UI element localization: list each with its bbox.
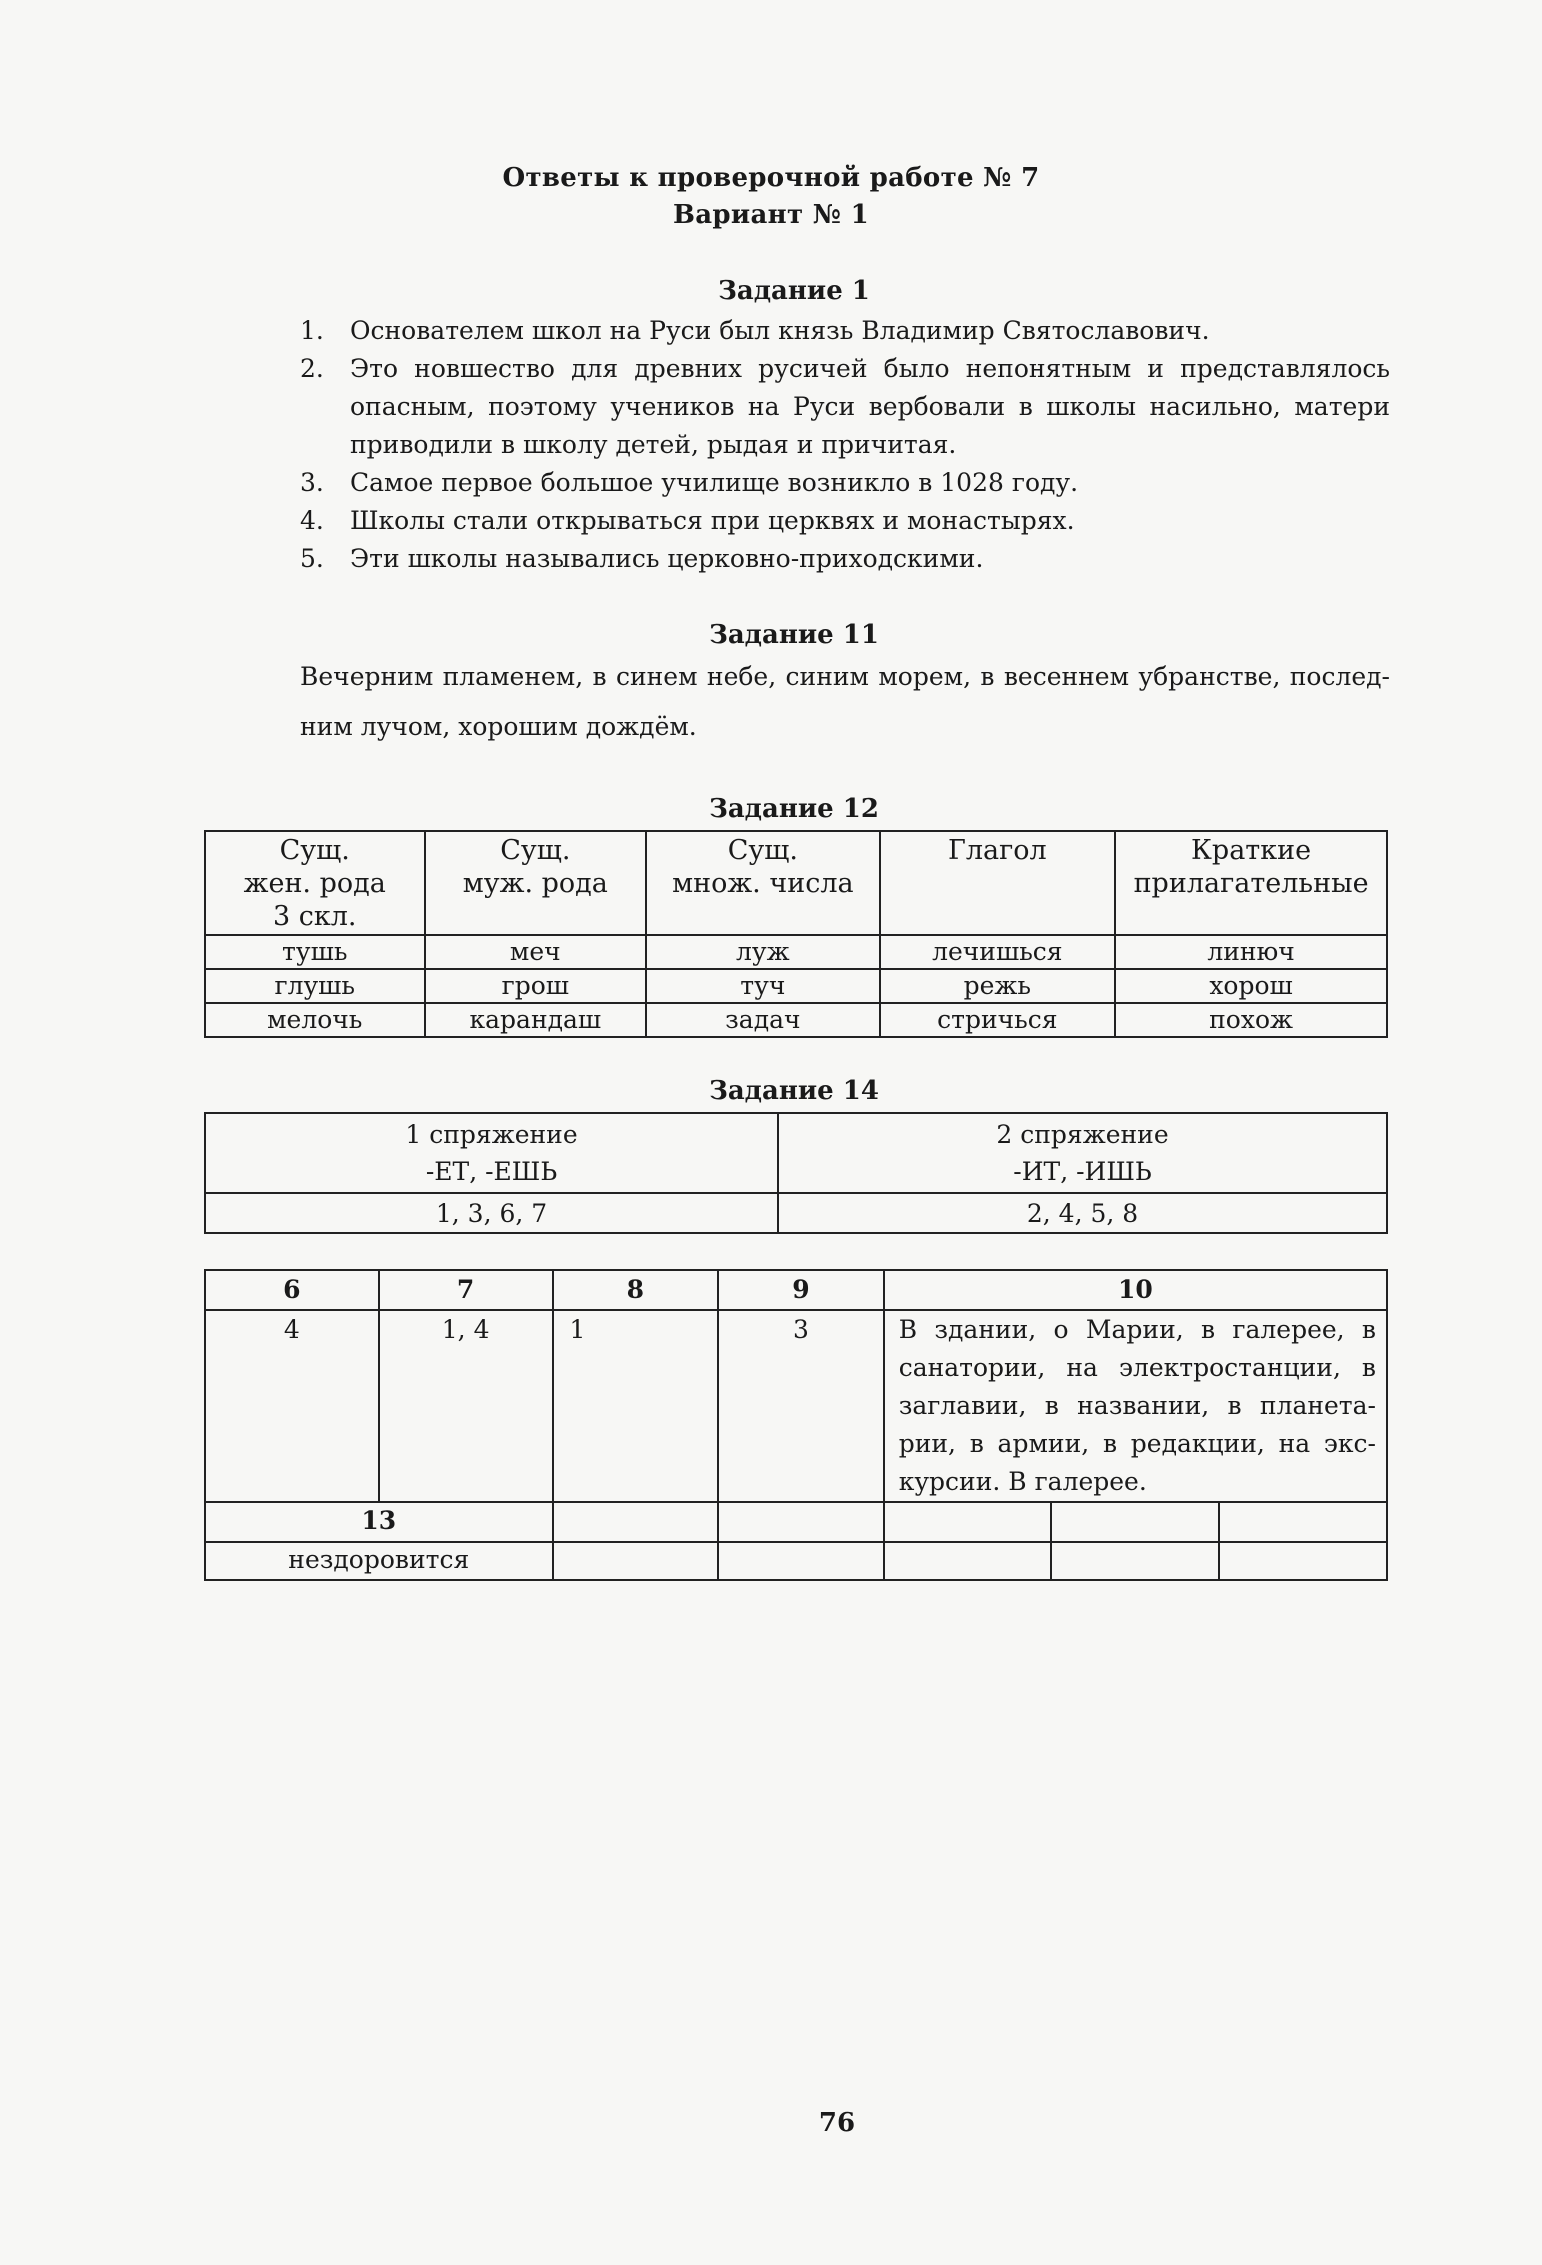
table-row <box>205 1193 1387 1233</box>
header-cell: 6 <box>205 1270 379 1310</box>
table-cell: 4 <box>205 1310 379 1502</box>
item-number: 5. <box>300 544 324 573</box>
header-cell <box>646 831 879 935</box>
table-cell: лечишься <box>880 935 1116 969</box>
header-line: прилагательные <box>1133 868 1369 899</box>
table-cell: мелочь <box>205 1003 425 1037</box>
table-cell: грош <box>425 969 647 1003</box>
table-row <box>205 1310 1387 1502</box>
header-cell <box>205 1113 778 1193</box>
table-cell <box>884 1502 1052 1542</box>
header-line: множ. числа <box>672 868 854 899</box>
table-cell: 3 <box>718 1310 884 1502</box>
task12-title: Задание 12 <box>709 794 879 824</box>
table-cell: режь <box>880 969 1116 1003</box>
table-cell <box>1219 1542 1387 1580</box>
header-cell: 8 <box>553 1270 719 1310</box>
table-cell <box>1051 1542 1219 1580</box>
table-cell: 1, 4 <box>379 1310 553 1502</box>
task1-answers <box>300 312 1390 578</box>
header-line: 1 спряжение <box>405 1120 578 1149</box>
list-item <box>300 312 1390 350</box>
item-text: Эти школы назывались церковно-приходскими. <box>350 544 984 573</box>
table-cell <box>553 1502 719 1542</box>
header-cell <box>425 831 647 935</box>
table-cell: 1, 3, 6, 7 <box>205 1193 778 1233</box>
table-row <box>205 1003 1387 1037</box>
task11-answer: Вечерним пламенем, в синем небе, синим морем, в весеннем убранстве, последним лучом, хорошим дождём. <box>300 662 1390 741</box>
header-cell <box>880 831 1116 935</box>
table-cell: меч <box>425 935 647 969</box>
header-cell: 10 <box>884 1270 1387 1310</box>
table-cell: тушь <box>205 935 425 969</box>
list-item <box>300 540 1390 578</box>
header-cell <box>205 831 425 935</box>
header-line: -ИТ, -ИШЬ <box>1013 1157 1152 1186</box>
table-row <box>205 1502 1387 1542</box>
table-cell: туч <box>646 969 879 1003</box>
table-cell: похож <box>1115 1003 1387 1037</box>
header-line: -ЕТ, -ЕШЬ <box>425 1157 558 1186</box>
table-header-row <box>205 1113 1387 1193</box>
table-row <box>205 1542 1387 1580</box>
header-line: Глагол <box>947 835 1047 866</box>
table-cell: 2, 4, 5, 8 <box>778 1193 1387 1233</box>
header-line: Сущ. <box>500 835 571 866</box>
header-line: Сущ. <box>727 835 798 866</box>
header-cell <box>778 1113 1387 1193</box>
table-cell <box>553 1542 719 1580</box>
item-number: 3. <box>300 468 324 497</box>
table-cell: хорош <box>1115 969 1387 1003</box>
header-cell: 9 <box>718 1270 884 1310</box>
task11-title: Задание 11 <box>709 620 879 650</box>
variant-title: Вариант № 1 <box>672 200 870 230</box>
table-cell: линюч <box>1115 935 1387 969</box>
item-text: Школы стали открываться при церквях и монастырях. <box>350 506 1075 535</box>
list-item <box>300 464 1390 502</box>
table-cell: глушь <box>205 969 425 1003</box>
table-cell <box>718 1542 884 1580</box>
list-item <box>300 502 1390 540</box>
table-cell: В здании, о Марии, в галерее, в санатории, на электростанции, в заглавии, в названии, в планетарии, в армии, в редакции, на экскурсии. В галерее. <box>884 1310 1387 1502</box>
table-row <box>205 935 1387 969</box>
table-header-row <box>205 1270 1387 1310</box>
page-number: 76 <box>818 2108 856 2138</box>
table-cell: задач <box>646 1003 879 1037</box>
table-header-row <box>205 831 1387 935</box>
header-cell <box>1115 831 1387 935</box>
task12-table <box>204 830 1388 1038</box>
header-line: жен. рода <box>243 868 386 899</box>
item-number: 4. <box>300 506 324 535</box>
task1-title: Задание 1 <box>718 276 870 306</box>
task14-table <box>204 1112 1388 1234</box>
table-cell <box>884 1542 1052 1580</box>
list-item <box>300 350 1390 464</box>
table-cell: стричься <box>880 1003 1116 1037</box>
table-cell <box>1051 1502 1219 1542</box>
header-line: Краткие <box>1191 835 1312 866</box>
table-cell: карандаш <box>425 1003 647 1037</box>
header-cell: 7 <box>379 1270 553 1310</box>
item-number: 1. <box>300 316 324 345</box>
header-line: Сущ. <box>279 835 350 866</box>
item-text: Основателем школ на Руси был князь Владимир Святославович. <box>350 316 1210 345</box>
header-line: 2 спряжение <box>996 1120 1169 1149</box>
header-line: 3 скл. <box>273 901 357 932</box>
summary-table <box>204 1269 1388 1581</box>
item-text: Это новшество для древних русичей было непонятным и представлялось опасным, поэтому учеников на Руси вербовали в школы насильно, матери приводили в школу детей, рыдая и причитая. <box>350 354 1390 459</box>
table-cell: 1 <box>553 1310 719 1502</box>
task14-title: Задание 14 <box>709 1076 879 1106</box>
item-text: Самое первое большое училище возникло в 1028 году. <box>350 468 1079 497</box>
table-cell <box>1219 1502 1387 1542</box>
header-line: муж. рода <box>462 868 608 899</box>
table-row <box>205 969 1387 1003</box>
table-cell: луж <box>646 935 879 969</box>
page-title: Ответы к проверочной работе № 7 <box>502 163 1040 193</box>
header-cell: 13 <box>205 1502 553 1542</box>
item-number: 2. <box>300 354 324 383</box>
table-cell <box>718 1502 884 1542</box>
table-cell: нездоровится <box>205 1542 553 1580</box>
